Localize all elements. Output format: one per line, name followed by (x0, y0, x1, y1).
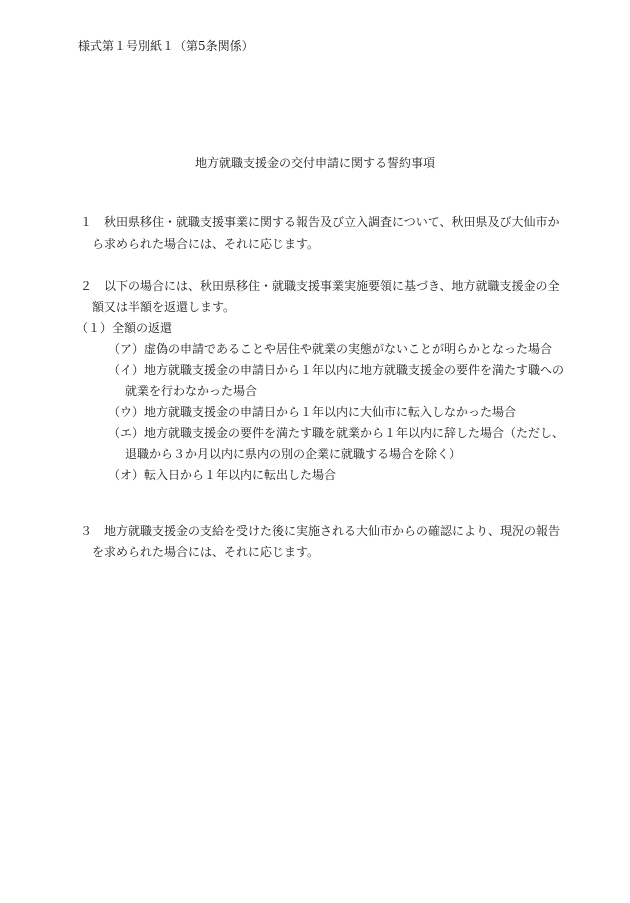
form-number-label: 様式第１号別紙１（第5条関係） (78, 39, 254, 53)
list-item-continuation: 就業を行わなかった場合 (125, 384, 258, 398)
document-title: 地方就職支援金の交付申請に関する誓約事項 (194, 156, 435, 170)
list-item-line: （ウ）地方就職支援金の申請日から１年以内に大仙市に転入しなかった場合 (108, 405, 517, 419)
section-1-line-1: １ 秋田県移住・就職支援事業に関する報告及び立入調査について、秋田県及び大仙市か (80, 215, 560, 229)
list-item-line: （オ）転入日から１年以内に転出した場合 (108, 468, 337, 482)
section-1-line-2: ら求められた場合には、それに応じます。 (92, 237, 320, 251)
list-item-line: （エ）地方就職支援金の要件を満たす職を就業から１年以内に辞した場合（ただし、 (108, 426, 565, 440)
list-item-continuation: 退職から３か月以内に県内の別の企業に就職する場合を除く） (125, 447, 462, 461)
section-2-subheading: （１）全額の返還 (76, 321, 173, 335)
section-3-line-2: を求められた場合には、それに応じます。 (92, 545, 320, 559)
list-item-line: （ア）虚偽の申請であることや居住や就業の実態がないことが明らかとなった場合 (108, 342, 553, 356)
section-3-line-1: ３ 地方就職支援金の支給を受けた後に実施される大仙市からの確認により、現況の報告 (80, 524, 561, 538)
list-item-line: （イ）地方就職支援金の申請日から１年以内に地方就職支援金の要件を満たす職への (108, 363, 565, 377)
section-2-line-1: ２ 以下の場合には、秋田県移住・就職支援事業実施要領に基づき、地方就職支援金の全 (80, 279, 560, 293)
section-2-line-2: 額又は半額を返還します。 (92, 300, 236, 314)
